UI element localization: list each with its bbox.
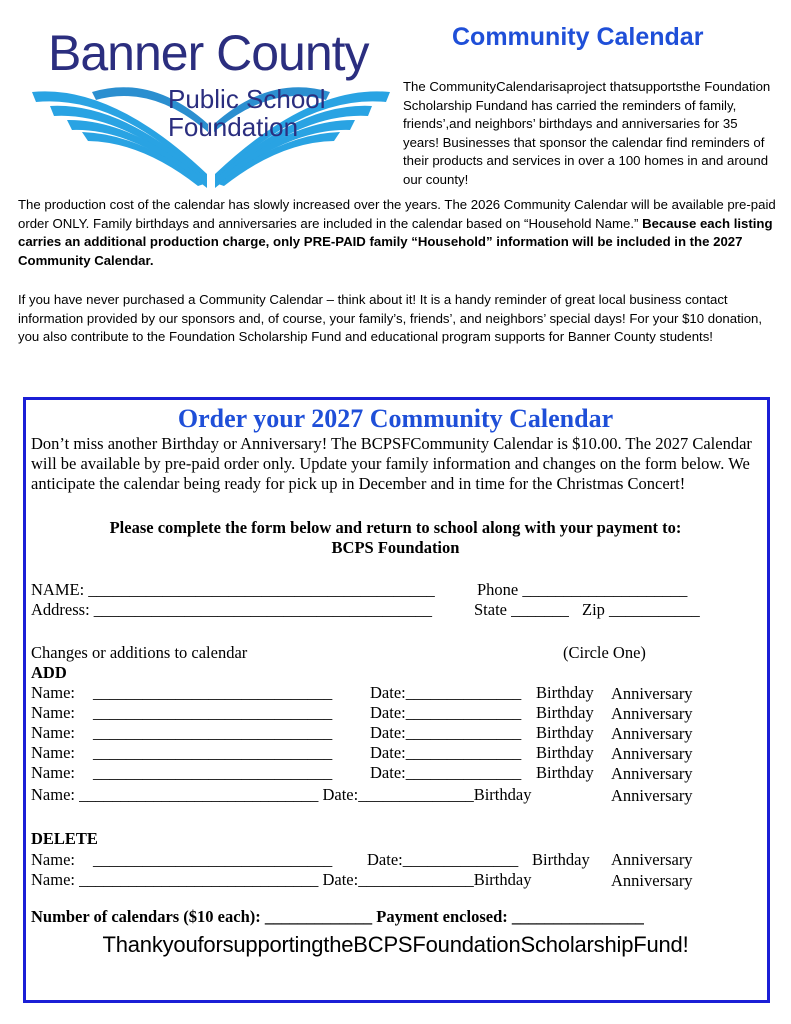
add-row-3-name-label: Name: bbox=[31, 723, 75, 742]
add-row-5-anniversary[interactable]: Anniversary bbox=[611, 764, 693, 783]
logo-subtitle-2: Foundation bbox=[168, 112, 299, 142]
instruction-line-2: BCPS Foundation bbox=[331, 538, 460, 557]
cost-paragraph bbox=[18, 196, 778, 270]
logo-subtitle-1: Public School bbox=[168, 84, 326, 114]
add-row-last-anniversary[interactable]: Anniversary bbox=[611, 786, 693, 805]
add-row-4-name-label: Name: bbox=[31, 743, 75, 762]
page-title: Community Calendar bbox=[452, 23, 704, 51]
circle-one-label: (Circle One) bbox=[563, 643, 646, 662]
add-row-1-date-field[interactable]: Date:______________ bbox=[370, 683, 522, 702]
add-row-3-date-field[interactable]: Date:______________ bbox=[370, 723, 522, 742]
add-row-5-date-field[interactable]: Date:______________ bbox=[370, 763, 522, 782]
logo-title: Banner County bbox=[48, 25, 369, 81]
intro-paragraph: The CommunityCalendarisaproject thatsupportsthe Foundation Scholarship Fundand has carried the reminders of family, friends’,and neighbors’ birthdays and anniversaries for 35 years! Businesses that sponsor the calendar find reminders of their products and services in over a 100 homes in and around our county! bbox=[403, 79, 771, 187]
add-row-4-birthday[interactable]: Birthday bbox=[536, 743, 594, 762]
add-row-3-name-field[interactable]: _____________________________ bbox=[93, 723, 333, 742]
add-row-5-name-label: Name: bbox=[31, 763, 75, 782]
instruction-line-1: Please complete the form below and return to school along with your payment to: bbox=[109, 518, 682, 537]
thank-you-message: ThankyouforsupportingtheBCPSFoundationScholarshipFund! bbox=[102, 932, 689, 957]
purchase-paragraph: If you have never purchased a Community Calendar – think about it! It is a handy reminder of great local business contact information provided by our sponsors and, of course, your family’s, friends’, and neighbors’ special days! For your $10 donation, you also contribute to the Foundation Scholarship Fund and educational program supports for Banner County students! bbox=[18, 292, 763, 345]
add-row-2-anniversary[interactable]: Anniversary bbox=[611, 704, 693, 723]
cost-paragraph-text: The production cost of the calendar has slowly increased over the years. The 2026 Community Calendar will be available pre-paid order ONLY. Family birthdays and anniversaries are included in the calendar based on “Household Name.” bbox=[18, 197, 776, 231]
add-row-5-birthday[interactable]: Birthday bbox=[536, 763, 594, 782]
add-row-4-name-field[interactable]: _____________________________ bbox=[93, 743, 333, 762]
add-row-2-name-field[interactable]: _____________________________ bbox=[93, 703, 333, 722]
phone-field[interactable]: Phone ____________________ bbox=[477, 580, 688, 599]
changes-label: Changes or additions to calendar bbox=[31, 643, 248, 662]
add-row-2-name-label: Name: bbox=[31, 703, 75, 722]
add-row-1-name-label: Name: bbox=[31, 683, 75, 702]
add-row-1-name-field[interactable]: _____________________________ bbox=[93, 683, 333, 702]
delete-row-2-anniversary[interactable]: Anniversary bbox=[611, 871, 693, 890]
add-row-1-anniversary[interactable]: Anniversary bbox=[611, 684, 693, 703]
address-field[interactable]: Address: _________________________________________ bbox=[31, 600, 433, 619]
number-payment-line[interactable]: Number of calendars ($10 each): _____________ Payment enclosed: ________________ bbox=[31, 907, 644, 926]
cost-paragraph-bold: Because each listing carries an additional production charge, only PRE-PAID family “Household” information will be included in the 2027 Community Calendar. bbox=[18, 215, 773, 268]
delete-row-1-birthday[interactable]: Birthday bbox=[532, 850, 590, 869]
delete-row-2[interactable]: Name: _____________________________ Date:______________Birthday bbox=[31, 870, 532, 889]
delete-row-1-name-label: Name: bbox=[31, 850, 75, 869]
add-row-1-birthday[interactable]: Birthday bbox=[536, 683, 594, 702]
delete-row-1-date-field[interactable]: Date:______________ bbox=[367, 850, 519, 869]
add-row-3-birthday[interactable]: Birthday bbox=[536, 723, 594, 742]
delete-row-1-anniversary[interactable]: Anniversary bbox=[611, 850, 693, 869]
add-row-4-anniversary[interactable]: Anniversary bbox=[611, 744, 693, 763]
delete-section-label: DELETE bbox=[31, 829, 98, 848]
zip-field[interactable]: Zip ___________ bbox=[582, 600, 700, 619]
order-form-description: Don’t miss another Birthday or Anniversary! The BCPSFCommunity Calendar is $10.00. The 2027 Calendar will be available by pre-paid order only. Update your family information and changes on the form below. We anticipate the calendar being ready for pick up in December and in time for the Christmas Concert! bbox=[31, 434, 752, 493]
state-field[interactable]: State _______ bbox=[474, 600, 569, 619]
add-row-2-date-field[interactable]: Date:______________ bbox=[370, 703, 522, 722]
add-row-last[interactable]: Name: _____________________________ Date:______________Birthday bbox=[31, 785, 532, 804]
name-field[interactable]: NAME: __________________________________________ bbox=[31, 580, 435, 599]
order-form-title: Order your 2027 Community Calendar bbox=[177, 404, 614, 433]
add-row-2-birthday[interactable]: Birthday bbox=[536, 703, 594, 722]
add-section-label: ADD bbox=[31, 663, 67, 682]
add-row-4-date-field[interactable]: Date:______________ bbox=[370, 743, 522, 762]
add-row-3-anniversary[interactable]: Anniversary bbox=[611, 724, 693, 743]
add-row-5-name-field[interactable]: _____________________________ bbox=[93, 763, 333, 782]
delete-row-1-name-field[interactable]: _____________________________ bbox=[93, 850, 333, 869]
foundation-logo bbox=[22, 14, 400, 188]
